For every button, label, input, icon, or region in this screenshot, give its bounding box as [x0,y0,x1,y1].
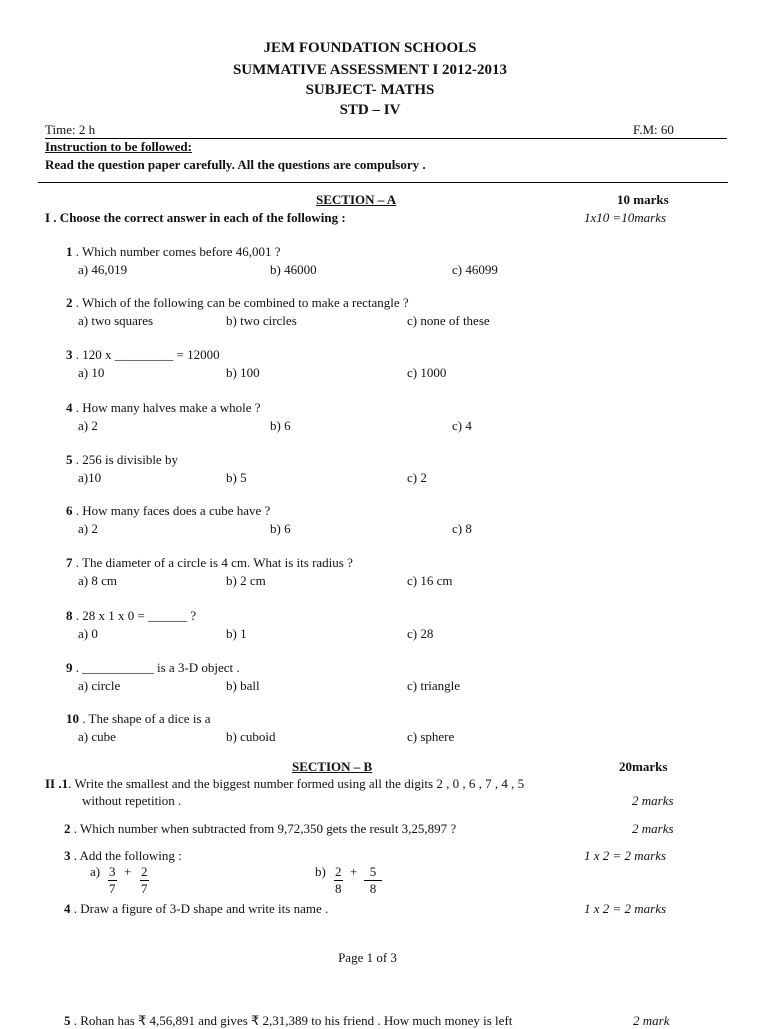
question-a1 [66,244,281,260]
question-b5 [64,1013,512,1029]
option-b: b) 6 [270,521,291,536]
option-a: a) 2 [78,418,98,433]
option-c: c) sphere [407,729,455,744]
question-number: 4 [66,400,73,415]
option-a: a) circle [78,678,121,693]
school-name: JEM FOUNDATION SCHOOLS [263,40,477,56]
question-a10 [66,711,211,727]
question-b4-marks: 1 x 2 = 2 marks [584,901,667,916]
question-text: . How many halves make a whole ? [72,400,261,415]
option-a: a) cube [78,729,116,744]
question-number: 8 [66,608,73,623]
option-c: c) 16 cm [407,573,453,588]
question-number: 2 [66,295,73,310]
option-a: a) two squares [78,313,154,328]
fraction-a-first [108,864,117,897]
numerator: 2 [141,864,148,879]
question-b1 [45,776,524,792]
assessment-title: SUMMATIVE ASSESSMENT I 2012-2013 [232,62,508,78]
option-b: b) 46000 [270,262,317,277]
option-a: a) 2 [78,521,98,536]
numerator: 2 [335,864,342,879]
question-number: 4 [64,901,71,916]
question-text: . How many faces does a cube have ? [72,503,271,518]
option-c: c) none of these [407,313,490,328]
question-b5-marks: 2 mark [633,1013,670,1028]
option-a: a) 10 [78,365,105,380]
option-b: b) ball [226,678,260,693]
question-a6 [66,503,270,519]
plus-sign: + [124,864,132,879]
numerator: 3 [109,864,116,879]
question-b4 [64,901,328,917]
denominator: 8 [335,881,342,896]
denominator: 7 [141,881,148,896]
option-c: c) 46099 [452,262,498,277]
option-c: c) 8 [452,521,472,536]
question-number: 7 [66,555,73,570]
question-text: . The shape of a dice is a [79,711,211,726]
option-b: b) 1 [226,626,247,641]
question-number: 9 [66,660,73,675]
option-c: c) 1000 [407,365,447,380]
section-a-instruction: I . Choose the correct answer in each of the following : [45,210,346,225]
fraction-a-second [140,864,149,897]
question-text: . ___________ is a 3-D object . [72,660,240,675]
option-b: b) 5 [226,470,247,485]
question-number: 3 [64,848,71,863]
question-number: 2 [64,821,71,836]
option-c: c) triangle [407,678,461,693]
question-number: 3 [66,347,73,362]
option-b: b) cuboid [226,729,276,744]
option-b: b) two circles [226,313,297,328]
question-a8 [66,608,196,624]
section-a-instruction-marks: 1x10 =10marks [584,210,667,225]
question-text: . 28 x 1 x 0 = ______ ? [72,608,197,623]
option-c: c) 4 [452,418,472,433]
question-a4 [66,400,261,416]
question-text: . 256 is divisible by [72,452,178,467]
option-b: b) 100 [226,365,260,380]
section-b-title: SECTION – B [292,759,373,774]
question-text: . Write the smallest and the biggest number formed using all the digits 2 , 0 , 6 , 7 , 4 , 5 [68,776,525,791]
question-text: . Which number when subtracted from 9,72,350 gets the result 3,25,897 ? [70,821,457,836]
question-number: 6 [66,503,73,518]
standard-title: STD – IV [339,102,401,118]
section-a-title: SECTION – A [316,192,397,207]
question-a5 [66,452,178,468]
question-a9 [66,660,240,676]
fraction-b-label: b) [315,864,326,879]
question-a7 [66,555,353,571]
section-a-marks: 10 marks [617,192,669,207]
question-a2 [66,295,409,311]
full-marks-label: F.M: 60 [633,122,674,137]
question-a3 [66,347,220,363]
question-b2-marks: 2 marks [632,821,674,836]
question-b1-marks: 2 marks [632,793,674,808]
time-label: Time: 2 h [45,122,96,137]
question-b3-marks: 1 x 2 = 2 marks [584,848,667,863]
question-number: 10 [66,711,79,726]
instruction-divider [38,182,728,183]
denominator: 8 [369,881,377,896]
question-text: . Draw a figure of 3-D shape and write its name . [70,901,329,916]
question-b3 [64,848,182,864]
option-a: a) 46,019 [78,262,128,277]
question-text: . Which of the following can be combined to make a rectangle ? [72,295,409,310]
option-a: a) 0 [78,626,98,641]
question-number: 5 [66,452,73,467]
option-a: a)10 [78,470,102,485]
question-text: . Which number comes before 46,001 ? [72,244,281,259]
numerator: 5 [364,864,382,881]
question-text: . The diameter of a circle is 4 cm. What is its radius ? [72,555,353,570]
denominator: 7 [109,881,116,896]
question-text: . Rohan has ₹ 4,56,891 and gives ₹ 2,31,389 to his friend . How much money is left [70,1013,513,1028]
page-number: Page 1 of 3 [338,950,397,965]
option-c: c) 2 [407,470,427,485]
option-a: a) 8 cm [78,573,117,588]
instruction-text: Read the question paper carefully. All the questions are compulsory . [45,157,426,172]
plus-sign: + [350,864,358,879]
question-number: 1 [66,244,73,259]
subject-title: SUBJECT- MATHS [305,82,435,98]
fraction-a-label: a) [90,864,101,879]
question-text: . Add the following : [70,848,182,863]
instruction-title: Instruction to be followed: [45,139,192,154]
question-text: . 120 x _________ = 12000 [72,347,220,362]
option-b: b) 6 [270,418,291,433]
question-number: 5 [64,1013,71,1028]
question-b1-continued: without repetition . [82,793,182,808]
section-b-marks: 20marks [619,759,668,774]
fraction-b-first [334,864,343,897]
question-b2 [64,821,456,837]
option-b: b) 2 cm [226,573,266,588]
question-number: II .1 [45,776,69,791]
option-c: c) 28 [407,626,434,641]
fraction-b-second [364,864,382,897]
